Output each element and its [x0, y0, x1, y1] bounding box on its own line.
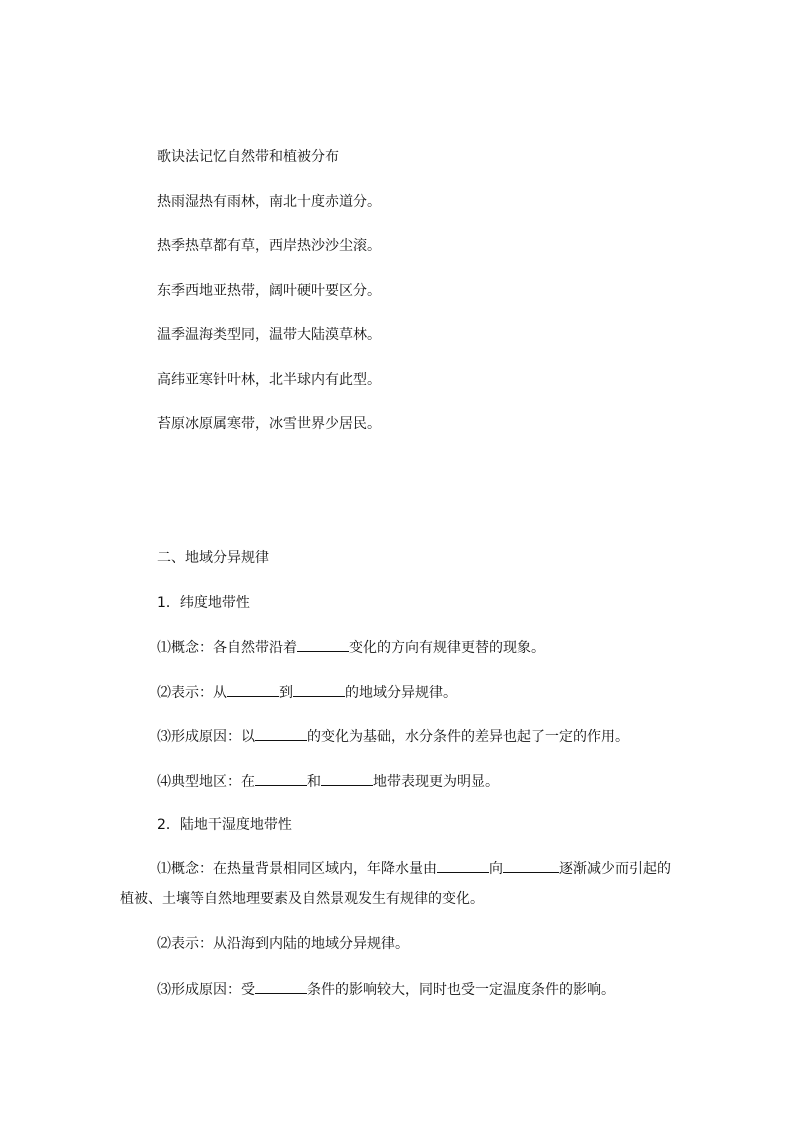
item-concept: ⑴概念：在热量背景相同区域内，年降水量由 向 逐渐减少而引起的植被、土壤等自然地理要素及自然景观发生有规律的变化。	[120, 854, 680, 914]
fill-blank[interactable]	[255, 979, 307, 994]
poem-line: 苔原冰原属寒带，冰雪世界少居民。	[157, 416, 381, 432]
fill-blank[interactable]	[321, 771, 373, 786]
subsection-title: 2．陆地干湿度地带性	[157, 817, 292, 833]
poem-line: 东季西地亚热带，阔叶硬叶要区分。	[157, 283, 381, 299]
poem-line: 热季热草都有草，西岸热沙沙尘滚。	[157, 238, 381, 254]
fill-blank[interactable]	[227, 682, 279, 697]
poem-line: 高纬亚寒针叶林，北半球内有此型。	[157, 372, 381, 388]
poem-title: 歌诀法记忆自然带和植被分布	[157, 149, 339, 165]
fill-blank[interactable]	[255, 771, 307, 786]
item-cause: ⑶形成原因：以 的变化为基础，水分条件的差异也起了一定的作用。	[157, 726, 629, 747]
subsection-title: 1．纬度地带性	[157, 595, 250, 611]
item-typical-region: ⑷典型地区：在 和 地带表现更为明显。	[157, 771, 499, 792]
fill-blank[interactable]	[255, 726, 307, 741]
item-cause: ⑶形成原因：受 条件的影响较大，同时也受一定温度条件的影响。	[157, 979, 615, 1000]
section-heading: 二、地域分异规律	[157, 550, 269, 566]
item-representation: ⑵表示：从 到 的地域分异规律。	[157, 682, 457, 703]
fill-blank[interactable]	[293, 682, 345, 697]
item-representation: ⑵表示：从沿海到内陆的地域分异规律。	[157, 936, 409, 952]
poem-line: 温季温海类型同，温带大陆漠草林。	[157, 327, 381, 343]
item-concept: ⑴概念：各自然带沿着 变化的方向有规律更替的现象。	[157, 637, 545, 658]
fill-blank[interactable]	[503, 858, 559, 873]
fill-blank[interactable]	[437, 858, 489, 873]
poem-line: 热雨湿热有雨林，南北十度赤道分。	[157, 194, 381, 210]
fill-blank[interactable]	[297, 637, 349, 652]
